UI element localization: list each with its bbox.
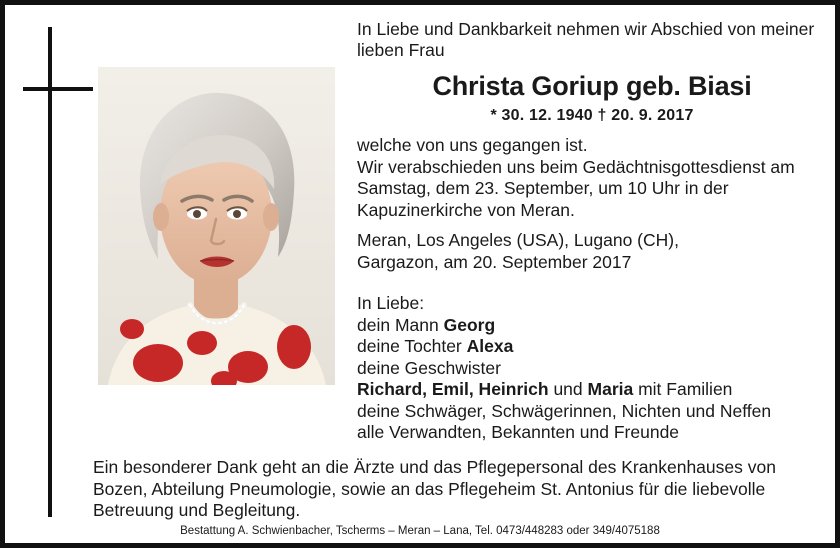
husband-label: dein Mann xyxy=(357,314,444,335)
passed-away-line: welche von uns gegangen ist. xyxy=(357,135,588,155)
cross-icon xyxy=(23,27,93,517)
cross-horizontal-bar xyxy=(23,87,93,91)
portrait-photo xyxy=(98,67,335,385)
family-intro: In Liebe: xyxy=(357,293,425,313)
memorial-service-info: Wir verabschieden uns beim Gedächtnisgottesdienst am Samstag, dem 23. September, um 10 Uhr in der Kapuzinerkirche von Meran. xyxy=(357,156,795,220)
thanks-paragraph: Ein besonderer Dank geht an die Ärzte und das Pflegepersonal des Krankenhauses von Bozen, Abteilung Pneumologie, sowie an das Pflegeheim St. Antonius für die liebevolle Betreuung und Begleitung. xyxy=(93,457,776,520)
family-inlaws: deine Schwäger, Schwägerinnen, Nichten und Neffen xyxy=(357,400,772,421)
family-siblings-names xyxy=(357,379,827,401)
cross-vertical-bar xyxy=(48,27,52,517)
family-daughter xyxy=(357,336,827,358)
siblings-conjunction: und xyxy=(548,379,588,399)
birth-death-dates: * 30. 12. 1940 † 20. 9. 2017 xyxy=(490,107,694,124)
lead-text: In Liebe und Dankbarkeit nehmen wir Abschied von meiner lieben Frau xyxy=(357,19,815,60)
siblings-suffix: mit Familien xyxy=(633,379,733,399)
husband-name: Georg xyxy=(443,314,496,335)
siblings-names: Richard, Emil, Heinrich xyxy=(357,379,549,399)
deceased-name: Christa Goriup geb. Biasi xyxy=(432,71,752,101)
siblings-last-name: Maria xyxy=(587,379,634,399)
family-siblings-label: deine Geschwister xyxy=(357,357,501,378)
funeral-home-footer: Bestattung A. Schwienbacher, Tscherms – Meran – Lana, Tel. 0473/448283 oder 349/4075188 xyxy=(180,525,660,537)
places-line-2: Gargazon, am 20. September 2017 xyxy=(357,251,632,272)
family-husband xyxy=(357,315,827,337)
family-others: alle Verwandten, Bekannten und Freunde xyxy=(357,422,680,442)
obituary-text-column xyxy=(357,19,827,444)
notice-inner xyxy=(5,5,835,543)
spacer xyxy=(357,282,827,293)
daughter-label: deine Tochter xyxy=(357,336,467,356)
daughter-name: Alexa xyxy=(466,336,514,356)
places-line-1: Meran, Los Angeles (USA), Lugano (CH), xyxy=(357,230,679,250)
